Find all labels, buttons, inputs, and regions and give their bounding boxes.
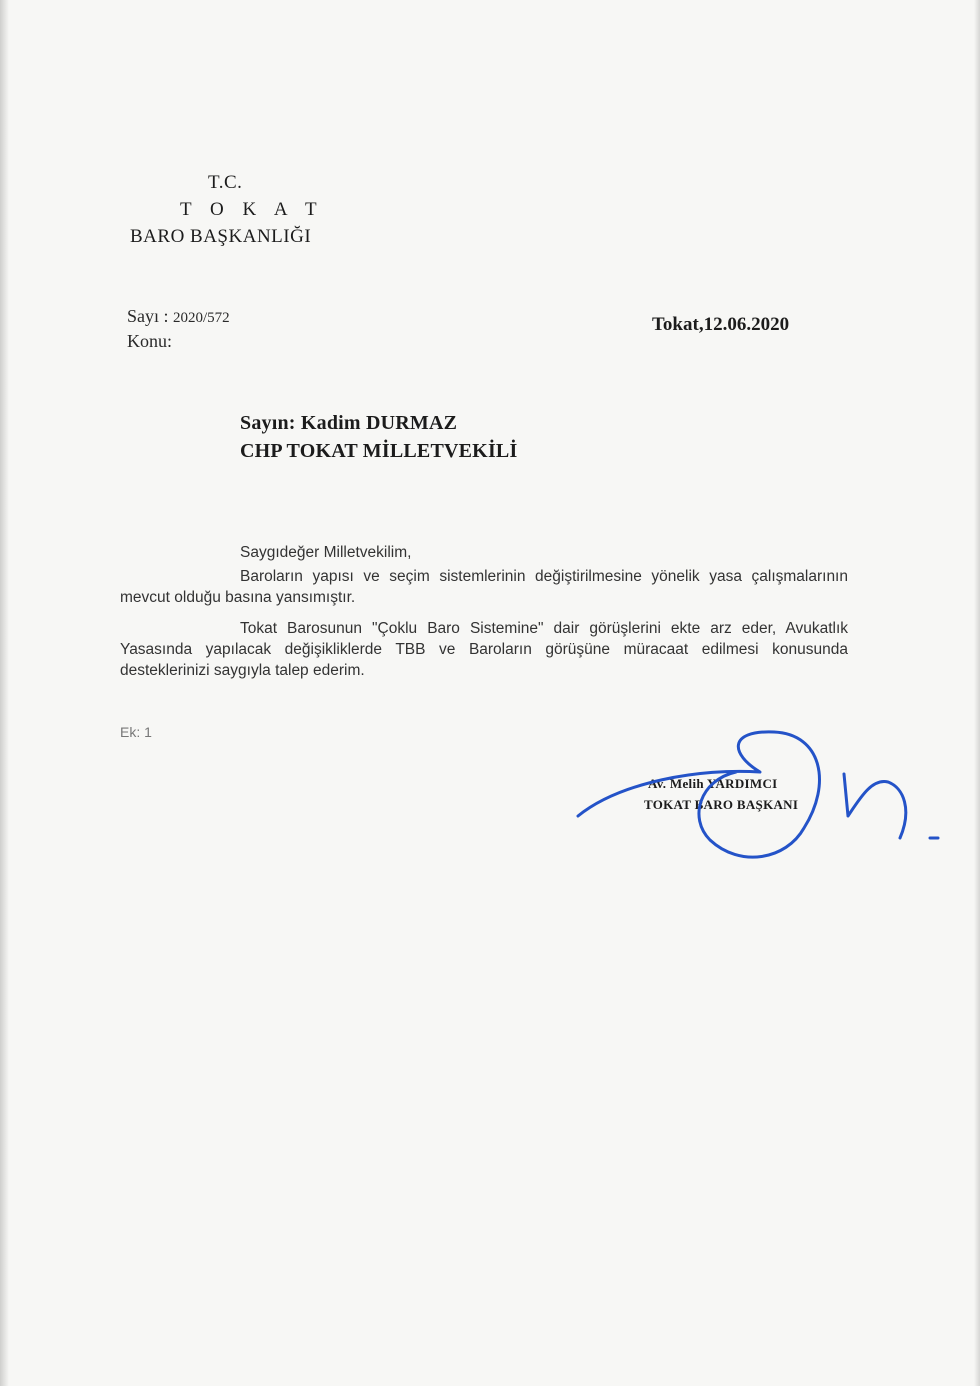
document-date: Tokat,12.06.2020	[652, 314, 790, 335]
header-baro-baskanligi: BARO BAŞKANLIĞI	[130, 226, 312, 247]
konu-label: Konu:	[127, 331, 172, 351]
addressee-title: CHP TOKAT MİLLETVEKİLİ	[240, 440, 518, 462]
attachment-note: Ek: 1	[120, 724, 152, 740]
sayi-value: 2020/572	[173, 310, 230, 326]
addressee-name: Sayın: Kadim DURMAZ	[240, 412, 458, 434]
sayi-row	[127, 306, 230, 327]
paragraph-1: Baroların yapısı ve seçim sistemlerinin değiştirilmesine yönelik yasa çalışmalarının mevcut olduğu basına yansımıştır.	[120, 568, 848, 606]
header-tokat: T O K A T	[180, 199, 324, 220]
signatory-name: Av. Melih YARDIMCI	[648, 776, 778, 791]
scan-edge-right	[974, 0, 980, 1386]
sayi-label: Sayı :	[127, 306, 169, 326]
header-tc: T.C.	[208, 172, 243, 193]
salutation: Saygıdeğer Milletvekilim,	[240, 544, 412, 561]
scan-edge-left	[0, 0, 9, 1386]
handwritten-signature	[560, 720, 960, 880]
paragraph-2: Tokat Barosunun "Çoklu Baro Sistemine" dair görüşlerini ekte arz eder, Avukatlık Yasasında yapılacak değişikliklerde TBB ve Baroların görüşüne müracaat edilmesi konusunda desteklerinizi saygıyla talep ederim.	[120, 620, 848, 679]
signatory-title: TOKAT BARO BAŞKANI	[644, 797, 799, 812]
